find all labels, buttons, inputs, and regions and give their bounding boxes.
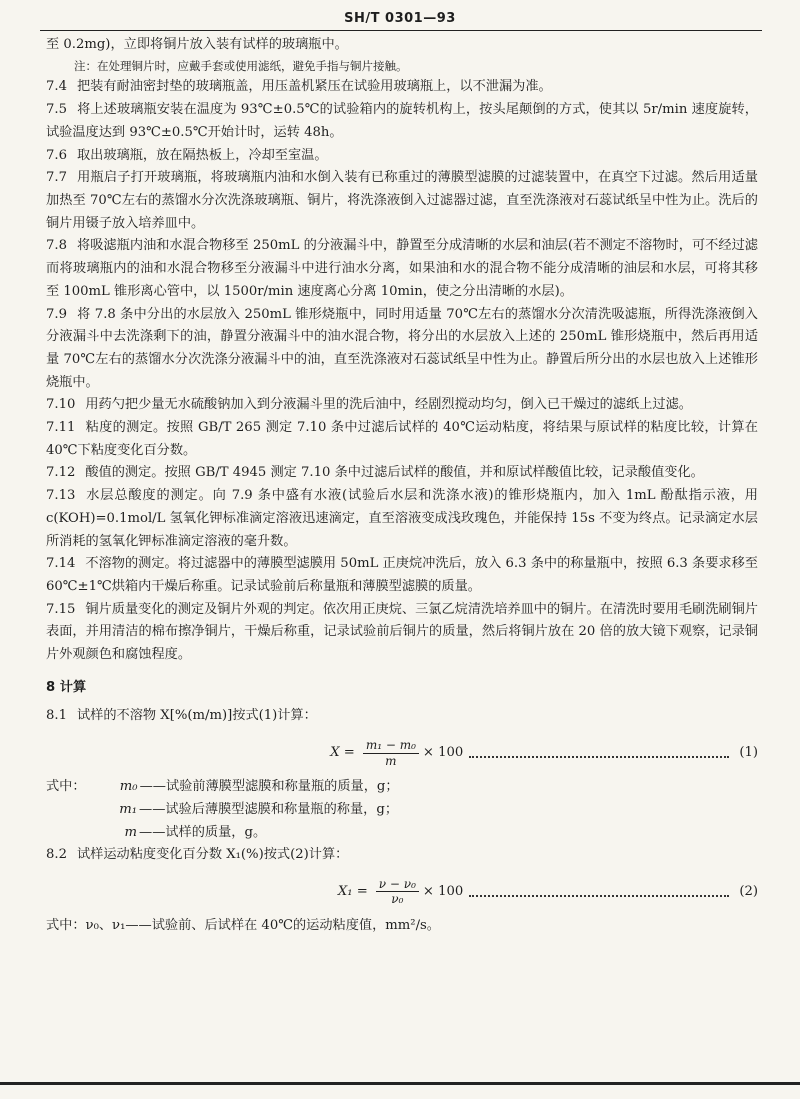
definition-m0: 式中： m₀ —— 试验前薄膜型滤膜和称量瓶的质量，g； bbox=[46, 779, 399, 795]
formula-1 bbox=[46, 736, 758, 770]
formula-1-definitions bbox=[46, 776, 758, 844]
clause-8-1: 8.1 试样的不溶物 X[%(m/m)]按式(1)计算： bbox=[46, 708, 317, 724]
definition-m: m —— 试样的质量，g。 bbox=[124, 824, 267, 840]
formula-2-numerator: ν − ν₀ bbox=[376, 877, 419, 892]
formula-1-tail: × 100 bbox=[422, 744, 464, 760]
formula-2-tail: × 100 bbox=[422, 883, 464, 899]
clause-8-2: 8.2 试样运动粘度变化百分数 X₁(%)按式(2)计算： bbox=[46, 847, 349, 863]
section-8-title: 8 计算 bbox=[46, 679, 87, 695]
document-body bbox=[46, 34, 758, 938]
footer-rule bbox=[0, 1082, 800, 1085]
formula-2-fraction bbox=[376, 877, 419, 907]
clause-7-12: 7.12 酸值的测定。按照 GB/T 4945 测定 7.10 条中过滤后试样的酸值，并和原试样酸值比较，记录酸值变化。 bbox=[46, 465, 704, 481]
formula-2-leader-dots bbox=[469, 887, 729, 897]
clause-7-14: 7.14 不溶物的测定。将过滤器中的薄膜型滤膜用 50mL 正庚烷冲洗后，放入 6.3 条中的称量瓶中，按照 6.3 条要求移至 60℃±1℃烘箱内干燥后称重。记录试验前后称量瓶和薄膜型滤膜的质量。 bbox=[46, 556, 758, 594]
clause-7-6: 7.6 取出玻璃瓶，放在隔热板上，冷却至室温。 bbox=[46, 147, 328, 163]
clause-7-9: 7.9 将 7.8 条中分出的水层放入 250mL 锥形烧瓶中，同时用适量 70℃左右的蒸馏水分次清洗吸滤瓶，所得洗涤液倒入分液漏斗中去洗涤剩下的油，静置分液漏斗中的油水混合物，将分出的水层放入上述的 250mL 锥形烧瓶中，然后再用适量 70℃左右的蒸馏水分次洗涤分液漏斗中的油，直至洗涤液对石蕊试纸呈中性为止。静置后所分出的水层也放入上述锥形烧瓶中。 bbox=[46, 306, 758, 390]
header-rule bbox=[40, 30, 762, 31]
clause-7-10: 7.10 用药勺把少量无水硫酸钠加入到分液漏斗里的洗后油中，经剧烈搅动均匀，倒入已干燥过的滤纸上过滤。 bbox=[46, 397, 692, 413]
formula-1-denominator: m bbox=[385, 753, 397, 768]
formula-1-number: (1) bbox=[739, 744, 758, 760]
formula-2 bbox=[46, 875, 758, 909]
formula-2-lhs: X₁ = bbox=[337, 883, 368, 899]
clause-7-5: 7.5 将上述玻璃瓶安装在温度为 93℃±0.5℃的试验箱内的旋转机构上，按头尾颠倒的方式，使其以 5r/min 速度旋转，试验温度达到 93℃±0.5℃开始计时，运转 48h。 bbox=[46, 102, 758, 140]
clause-7-8: 7.8 将吸滤瓶内油和水混合物移至 250mL 的分液漏斗中，静置至分成清晰的水层和油层(若不测定不溶物时，可不经过滤而将玻璃瓶内的油和水混合物移至分液漏斗中进行油水分离，如果油和水的混合物不能分成清晰的油层和水层，可将其移至 100mL 锥形离心管中，以 1500r/min 速度离心分离 10min，使之分出清晰的水层)。 bbox=[46, 238, 758, 299]
standard-code-header: SH/T 0301—93 bbox=[344, 11, 456, 26]
note-handling-copper: 注：在处理铜片时，应戴手套或使用滤纸，避免手指与铜片接触。 bbox=[74, 58, 408, 73]
definition-m1: m₁ —— 试验后薄膜型滤膜和称量瓶的称量，g； bbox=[119, 801, 399, 817]
clause-7-13: 7.13 水层总酸度的测定。向 7.9 条中盛有水液(试验后水层和洗涤水液)的锥形烧瓶内，加入 1mL 酚酞指示液，用 c(KOH)=0.1mol/L 氢氧化钾标准滴定溶液迅速滴定，直至溶液变成浅玫瑰色，并能保持 15s 不变为终点。记录滴定水层所消耗的氢氧化钾标准滴定溶液的毫升数。 bbox=[46, 488, 758, 549]
formula-1-leader-dots bbox=[469, 748, 729, 758]
paragraph-continuation: 至 0.2mg)，立即将铜片放入装有试样的玻璃瓶中。 bbox=[46, 37, 348, 52]
clause-7-4: 7.4 把装有耐油密封垫的玻璃瓶盖，用压盖机紧压在试验用玻璃瓶上，以不泄漏为准。 bbox=[46, 79, 552, 95]
formula-1-fraction bbox=[363, 738, 419, 768]
formula-2-denominator: ν₀ bbox=[391, 892, 404, 907]
formula-1-numerator: m₁ − m₀ bbox=[363, 738, 419, 753]
formula-1-lhs: X = bbox=[330, 744, 355, 760]
clause-7-15: 7.15 铜片质量变化的测定及铜片外观的判定。依次用正庚烷、三氯乙烷清洗培养皿中的铜片。在清洗时要用毛刷洗刷铜片表面，并用清洁的棉布擦净铜片，干燥后称重，记录试验前后铜片的质量，然后将铜片放在 20 倍的放大镜下观察，记录铜片外观颜色和腐蚀程度。 bbox=[46, 601, 758, 663]
formula-2-number: (2) bbox=[739, 883, 758, 899]
clause-7-11: 7.11 粘度的测定。按照 GB/T 265 测定 7.10 条中过滤后试样的 40℃运动粘度，将结果与原试样的粘度比较，计算在 40℃下粘度变化百分数。 bbox=[46, 420, 758, 458]
clause-7-7: 7.7 用瓶启子打开玻璃瓶，将玻璃瓶内油和水倒入装有已称重过的薄膜型滤膜的过滤装置中，在真空下过滤。然后用适量加热至 70℃左右的蒸馏水分次洗涤玻璃瓶、铜片，将洗涤液倒入过滤器过滤，直至洗涤液对石蕊试纸呈中性为止。洗后的铜片用镊子放入培养皿中。 bbox=[46, 170, 758, 231]
formula-2-definitions: 式中：ν₀、ν₁——试验前、后试样在 40℃的运动粘度值，mm²/s。 bbox=[46, 917, 440, 933]
